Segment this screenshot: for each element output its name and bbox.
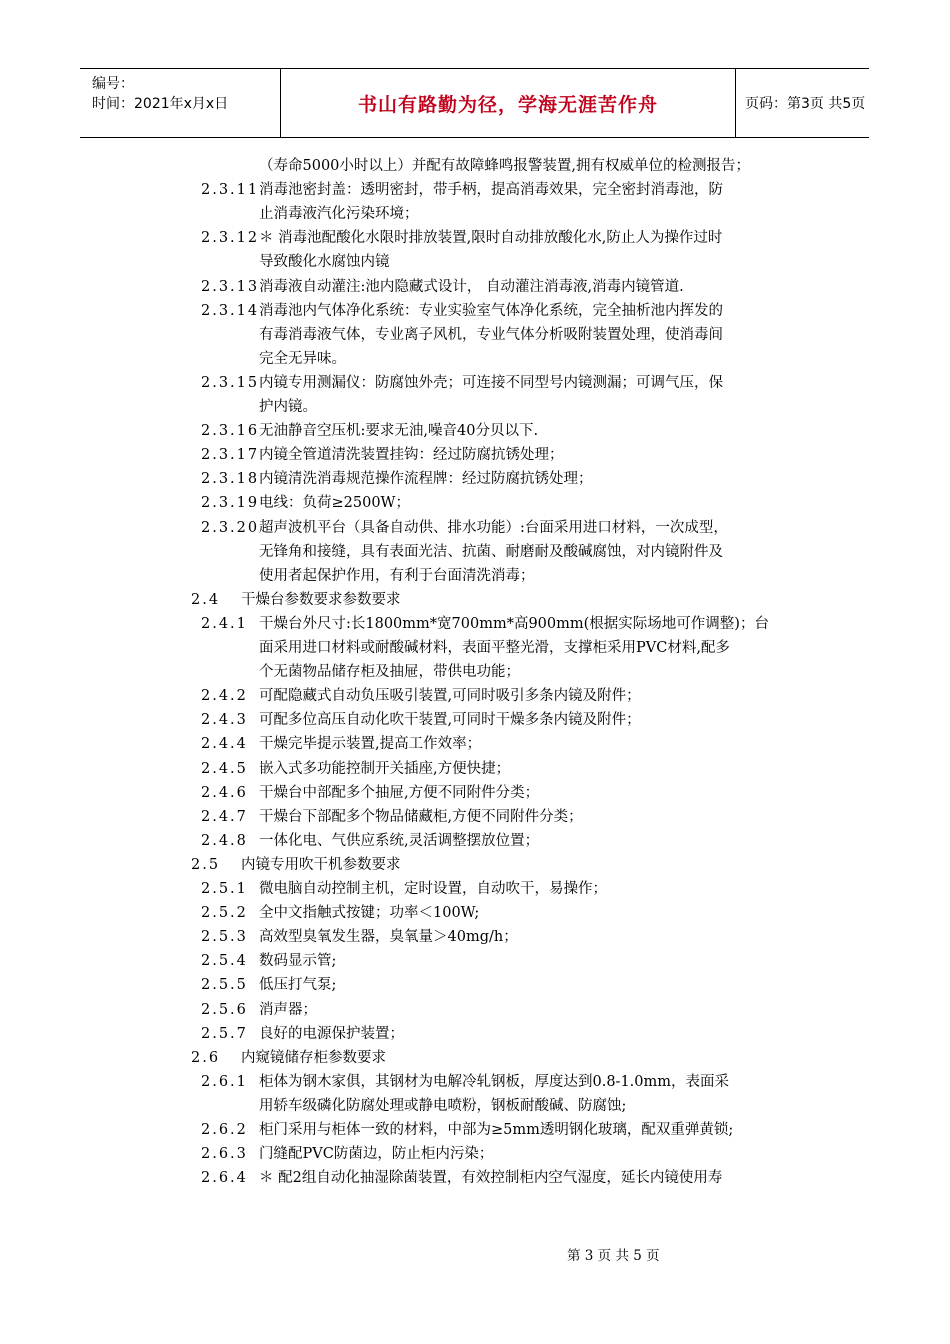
section-heading: 干燥台参数要求参数要求 (241, 592, 401, 608)
section-heading: 内窥镜储存柜参数要求 (241, 1050, 386, 1066)
number-label: 编号： (92, 76, 134, 92)
motto-text: 书山有路勤为径，学海无涯苦作舟 (357, 93, 658, 116)
body-line: 内镜全管道清洗装置挂钩：经过防腐抗锈处理； (259, 447, 564, 463)
body-line: 止消毒液汽化污染环境； (259, 206, 419, 222)
body-line: 高效型臭氧发生器，臭氧量＞40mg/h； (259, 929, 518, 945)
body-line: 个无菌物品储存柜及抽屉，带供电功能； (259, 664, 520, 680)
body-line: 无锋角和接缝，具有表面光洁、抗菌、耐磨耐及酸碱腐蚀，对内镜附件及 (259, 544, 723, 560)
body-line: 低压打气泵; (259, 977, 337, 993)
body-line: 一体化电、气供应系统,灵活调整摆放位置； (259, 833, 540, 849)
header-middle-cell (280, 69, 736, 137)
body-line: 用轿车级磷化防腐处理或静电喷粉，钢板耐酸碱、防腐蚀; (259, 1098, 627, 1114)
body-line: 超声波机平台（具备自动供、排水功能）:台面采用进口材料，一次成型， (259, 520, 728, 536)
item-number: 2.4.2 (201, 688, 248, 704)
body-line: 护内镜。 (259, 399, 317, 415)
body-line: 消毒池内气体净化系统：专业实验室气体净化系统，完全抽析池内挥发的 (259, 303, 723, 319)
item-number: 2.5.6 (201, 1002, 248, 1018)
body-line: 消毒液自动灌注:池内隐藏式设计， 自动灌注消毒液,消毒内镜管道. (259, 279, 684, 295)
body-line: 电线：负荷≥2500W； (259, 495, 410, 511)
body-line: 干燥台下部配多个物品储藏柜,方便不同附件分类； (259, 809, 583, 825)
body-line: 微电脑自动控制主机，定时设置，自动吹干，易操作； (259, 881, 607, 897)
item-number: 2.5.1 (201, 881, 248, 897)
item-number: 2.3.13 (201, 279, 260, 295)
body-line: 嵌入式多功能控制开关插座,方便快捷； (259, 761, 511, 777)
body-line: 有毒消毒液气体，专业离子风机，专业气体分析吸附装置处理，使消毒间 (259, 327, 723, 343)
item-number: 2.3.14 (201, 303, 260, 319)
item-number: 2.6.2 (201, 1122, 248, 1138)
section-number: 2.5 (191, 857, 221, 873)
time-label: 时间：2021年x月x日 (92, 96, 229, 112)
item-number: 2.6.1 (201, 1074, 248, 1090)
body-line: （寿命5000小时以上）并配有故障蜂鸣报警装置,拥有权威单位的检测报告； (259, 158, 751, 174)
body-line: 柜体为钢木家俱，其钢材为电解冷轧钢板，厚度达到0.8-1.0mm，表面采 (259, 1074, 730, 1090)
item-number: 2.4.5 (201, 761, 248, 777)
body-line: 内镜清洗消毒规范操作流程牌：经过防腐抗锈处理； (259, 471, 593, 487)
section-heading: 内镜专用吹干机参数要求 (241, 857, 401, 873)
item-number: 2.3.18 (201, 471, 260, 487)
body-line: 干燥台外尺寸:长1800mm*宽700mm*高900mm(根据实际场地可作调整)；台 (259, 616, 769, 632)
header-right-cell (735, 69, 869, 137)
item-number: 2.4.8 (201, 833, 248, 849)
item-number: 2.5.5 (201, 977, 248, 993)
body-line: 使用者起保护作用，有利于台面清洗消毒； (259, 568, 535, 584)
body-line: ＊ 消毒池配酸化水限时排放装置,限时自动排放酸化水,防止人为操作过时 (259, 230, 723, 246)
body-line: 门缝配PVC防菌边，防止柜内污染； (259, 1146, 494, 1162)
header-left-cell (80, 69, 280, 137)
body-line: 数码显示管; (259, 953, 337, 969)
body-line: 面采用进口材料或耐酸碱材料，表面平整光滑，支撑柜采用PVC材料,配多 (259, 640, 730, 656)
body-line: 可配隐藏式自动负压吸引装置,可同时吸引多条内镜及附件； (259, 688, 641, 704)
body-line: 可配多位高压自动化吹干装置,可同时干燥多条内镜及附件； (259, 712, 641, 728)
body-line: 完全无异味。 (259, 351, 346, 367)
item-number: 2.3.11 (201, 182, 260, 198)
body-line: 消声器； (259, 1002, 317, 1018)
page-number-label: 页码：第3页 共5页 (745, 96, 866, 112)
item-number: 2.4.6 (201, 785, 248, 801)
body-line: 无油静音空压机:要求无油,噪音40分贝以下. (259, 423, 539, 439)
item-number: 2.4.7 (201, 809, 248, 825)
item-number: 2.6.3 (201, 1146, 248, 1162)
body-line: ＊ 配2组自动化抽湿除菌装置，有效控制柜内空气湿度，延长内镜使用寿 (259, 1170, 723, 1186)
item-number: 2.4.4 (201, 736, 248, 752)
item-number: 2.6.4 (201, 1170, 248, 1186)
item-number: 2.5.2 (201, 905, 248, 921)
body-line: 内镜专用测漏仪：防腐蚀外壳；可连接不同型号内镜测漏；可调气压，保 (259, 375, 723, 391)
footer-page-number: 第 3 页 共 5 页 (567, 1248, 660, 1264)
body-line: 良好的电源保护装置； (259, 1026, 404, 1042)
body-line: 干燥台中部配多个抽屉,方便不同附件分类； (259, 785, 540, 801)
body-line: 干燥完毕提示装置,提高工作效率； (259, 736, 482, 752)
item-number: 2.3.16 (201, 423, 260, 439)
item-number: 2.3.20 (201, 520, 260, 536)
item-number: 2.3.12 (201, 230, 260, 246)
item-number: 2.5.3 (201, 929, 248, 945)
item-number: 2.3.19 (201, 495, 260, 511)
section-number: 2.4 (191, 592, 221, 608)
body-line: 柜门采用与柜体一致的材料，中部为≥5mm透明钢化玻璃，配双重弹黄锁; (259, 1122, 734, 1138)
body-line: 全中文指触式按键；功率＜100W; (259, 905, 480, 921)
item-number: 2.4.3 (201, 712, 248, 728)
item-number: 2.3.17 (201, 447, 260, 463)
item-number: 2.3.15 (201, 375, 260, 391)
item-number: 2.4.1 (201, 616, 248, 632)
body-line: 导致酸化水腐蚀内镜 (259, 254, 390, 270)
page-header (80, 68, 869, 138)
body-line: 消毒池密封盖：透明密封，带手柄，提高消毒效果，完全密封消毒池，防 (259, 182, 723, 198)
section-number: 2.6 (191, 1050, 221, 1066)
item-number: 2.5.7 (201, 1026, 248, 1042)
item-number: 2.5.4 (201, 953, 248, 969)
